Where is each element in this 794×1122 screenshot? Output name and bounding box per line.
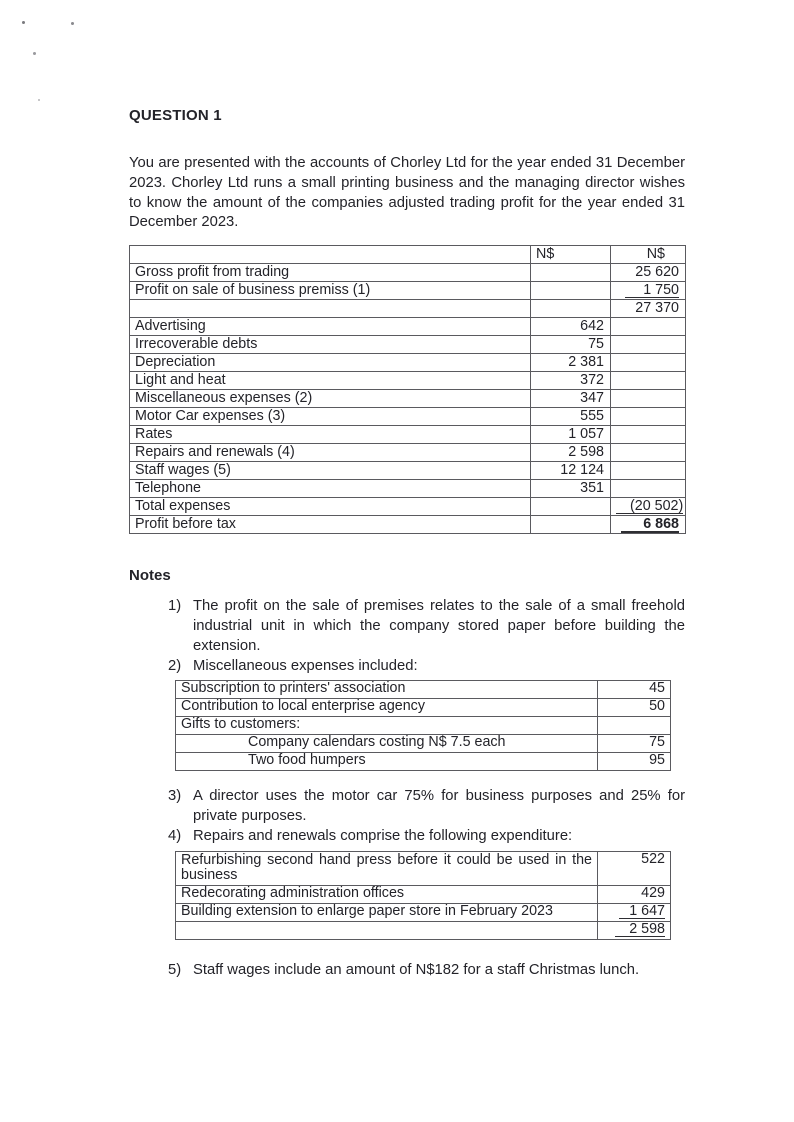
row-label: Company calendars costing N$ 7.5 each bbox=[176, 735, 598, 753]
row-label: Depreciation bbox=[130, 354, 531, 372]
note-text: Staff wages include an amount of N$182 for a staff Christmas lunch. bbox=[193, 961, 640, 978]
row-label bbox=[176, 921, 598, 939]
row-value: 95 bbox=[598, 753, 671, 771]
row-value: 2 598 bbox=[598, 921, 671, 939]
expense-value: 372 bbox=[531, 372, 611, 390]
table-row bbox=[130, 444, 686, 462]
row-label: Two food humpers bbox=[176, 753, 598, 771]
note-item-4 bbox=[129, 827, 685, 847]
table-row bbox=[130, 462, 686, 480]
total-value bbox=[611, 480, 686, 498]
note4-table bbox=[175, 851, 671, 940]
page-content bbox=[129, 107, 685, 981]
row-label: Telephone bbox=[130, 480, 531, 498]
row-label: Miscellaneous expenses (2) bbox=[130, 390, 531, 408]
table-row bbox=[176, 753, 671, 771]
expense-value: 2 381 bbox=[531, 354, 611, 372]
row-label: Redecorating administration offices bbox=[176, 885, 598, 903]
expense-value: 347 bbox=[531, 390, 611, 408]
expense-value bbox=[531, 264, 611, 282]
scan-artifact-dot bbox=[71, 22, 74, 25]
row-label: Contribution to local enterprise agency bbox=[176, 699, 598, 717]
table-row bbox=[130, 282, 686, 300]
total-value bbox=[611, 390, 686, 408]
note-item-5 bbox=[129, 961, 685, 981]
total-value bbox=[611, 408, 686, 426]
row-label: Repairs and renewals (4) bbox=[130, 444, 531, 462]
total-value: 27 370 bbox=[611, 300, 686, 318]
row-value bbox=[598, 717, 671, 735]
notes-heading: Notes bbox=[129, 567, 171, 585]
note-item-2 bbox=[129, 657, 685, 677]
table-row bbox=[130, 480, 686, 498]
header-label bbox=[130, 246, 531, 264]
row-label: Staff wages (5) bbox=[130, 462, 531, 480]
table-row bbox=[130, 516, 686, 534]
total-value: 1 750 bbox=[611, 282, 686, 300]
table-row bbox=[130, 372, 686, 390]
expense-value: 351 bbox=[531, 480, 611, 498]
row-label: Advertising bbox=[130, 318, 531, 336]
total-value: (20 502) bbox=[611, 498, 686, 516]
expense-value bbox=[531, 516, 611, 534]
row-label: Subscription to printers' association bbox=[176, 681, 598, 699]
note-number: 5) bbox=[168, 961, 182, 978]
note-number: 1) bbox=[168, 598, 182, 615]
expense-value: 75 bbox=[531, 336, 611, 354]
row-label: Light and heat bbox=[130, 372, 531, 390]
expense-value: 12 124 bbox=[531, 462, 611, 480]
note-number: 2) bbox=[168, 657, 182, 674]
note2-table bbox=[175, 680, 671, 771]
row-label: Refurbishing second hand press before it could be used in the business bbox=[176, 851, 598, 885]
scan-artifact-dot bbox=[22, 21, 25, 24]
row-value: 522 bbox=[598, 851, 671, 885]
table-row bbox=[130, 390, 686, 408]
header-ns-expense: N$ bbox=[531, 246, 611, 264]
total-value bbox=[611, 354, 686, 372]
row-label: Gifts to customers: bbox=[176, 717, 598, 735]
row-label: Building extension to enlarge paper store in February 2023 bbox=[176, 903, 598, 921]
table-row bbox=[130, 498, 686, 516]
total-value: 6 868 bbox=[611, 516, 686, 534]
row-label: Profit before tax bbox=[130, 516, 531, 534]
total-value bbox=[611, 318, 686, 336]
row-value: 75 bbox=[598, 735, 671, 753]
total-value bbox=[611, 462, 686, 480]
row-value: 45 bbox=[598, 681, 671, 699]
row-label bbox=[130, 300, 531, 318]
note-item-3 bbox=[129, 787, 685, 827]
total-value bbox=[611, 444, 686, 462]
table-row bbox=[130, 426, 686, 444]
table-row bbox=[176, 921, 671, 939]
table-row bbox=[176, 735, 671, 753]
row-value: 429 bbox=[598, 885, 671, 903]
intro-paragraph: You are presented with the accounts of Chorley Ltd for the year ended 31 December 2023. Chorley Ltd runs a small printing business and the managing director wishes to know the amount of the companies adjusted trading profit for the year ended 31 December 2023. bbox=[129, 155, 685, 231]
table-row bbox=[130, 336, 686, 354]
expense-value: 2 598 bbox=[531, 444, 611, 462]
row-label: Irrecoverable debts bbox=[130, 336, 531, 354]
note-number: 3) bbox=[168, 788, 182, 805]
row-label: Gross profit from trading bbox=[130, 264, 531, 282]
note-item-1 bbox=[129, 597, 685, 656]
notes-list bbox=[129, 597, 685, 980]
total-value: 25 620 bbox=[611, 264, 686, 282]
expense-value bbox=[531, 282, 611, 300]
note-number: 4) bbox=[168, 827, 182, 844]
scan-artifact-dot bbox=[38, 99, 40, 101]
accounts-table bbox=[129, 245, 686, 534]
table-row bbox=[176, 903, 671, 921]
table-row bbox=[130, 264, 686, 282]
page-title: QUESTION 1 bbox=[129, 107, 222, 124]
row-label: Rates bbox=[130, 426, 531, 444]
row-value: 50 bbox=[598, 699, 671, 717]
table-row bbox=[176, 885, 671, 903]
table-row bbox=[176, 699, 671, 717]
table-header-row bbox=[130, 246, 686, 264]
row-label: Total expenses bbox=[130, 498, 531, 516]
row-label: Profit on sale of business premiss (1) bbox=[130, 282, 531, 300]
total-value bbox=[611, 372, 686, 390]
note-text: A director uses the motor car 75% for business purposes and 25% for private purposes. bbox=[193, 788, 685, 825]
row-value: 1 647 bbox=[598, 903, 671, 921]
expense-value bbox=[531, 300, 611, 318]
table-row bbox=[130, 354, 686, 372]
table-row bbox=[176, 851, 671, 885]
expense-value: 642 bbox=[531, 318, 611, 336]
expense-value bbox=[531, 498, 611, 516]
table-row bbox=[130, 408, 686, 426]
table-row bbox=[130, 318, 686, 336]
note-text: Repairs and renewals comprise the following expenditure: bbox=[193, 827, 573, 844]
scan-artifact-dot bbox=[33, 52, 36, 55]
header-ns-total: N$ bbox=[611, 246, 686, 264]
expense-value: 555 bbox=[531, 408, 611, 426]
table-row bbox=[130, 300, 686, 318]
table-row bbox=[176, 681, 671, 699]
row-label: Motor Car expenses (3) bbox=[130, 408, 531, 426]
total-value bbox=[611, 336, 686, 354]
expense-value: 1 057 bbox=[531, 426, 611, 444]
table-row bbox=[176, 717, 671, 735]
total-value bbox=[611, 426, 686, 444]
note-text: The profit on the sale of premises relates to the sale of a small freehold industrial unit in which the company stored paper before building the extension. bbox=[193, 598, 685, 654]
note-text: Miscellaneous expenses included: bbox=[193, 657, 418, 674]
